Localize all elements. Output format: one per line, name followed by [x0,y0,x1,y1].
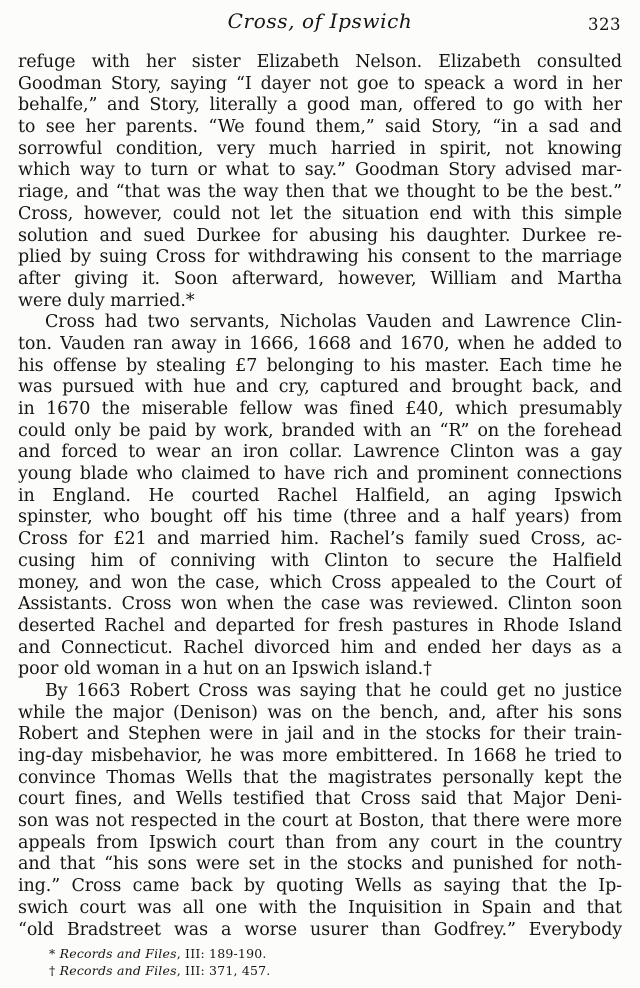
text-line: deserted Rachel and departed for fresh pastures in Rhode Island [18,615,622,636]
footnote-marker: * [49,946,56,962]
running-header-title: Cross, of Ipswich [227,9,413,33]
text-line: in England. He courted Rachel Halfield, an aging Ipswich [18,485,622,506]
paragraph [18,52,622,312]
text-line: By 1663 Robert Cross was saying that he could get no justice [45,680,622,701]
footnote-reference: , III: 371, 457. [176,962,271,978]
text-line: solution and sued Durkee for abusing his daughter. Durkee re- [18,225,622,246]
text-line: while the major (Denison) was on the bench, and, after his sons [18,702,622,723]
text-line: and that “his sons were set in the stocks and punished for noth- [18,854,622,875]
text-line: cusing him of conniving with Clinton to secure the Halfield [18,550,622,571]
footnote [49,946,622,963]
text-line: refuge with her sister Elizabeth Nelson. Elizabeth consulted [18,52,622,72]
page-body [18,52,622,941]
text-line: appeals from Ipswich court than from any court in the country [18,832,622,853]
footnote-marker: † [49,962,56,978]
text-line: son was not respected in the court at Boston, that there were more [18,811,622,832]
text-line: which way to turn or what to say.” Goodman Story advised mar- [18,160,622,181]
text-line: were duly married.* [18,290,195,311]
text-line: Cross, however, could not let the situation end with this simple [18,203,622,224]
text-line: after giving it. Soon afterward, however, William and Martha [18,268,622,289]
text-line: Cross had two servants, Nicholas Vauden and Lawrence Clin- [45,312,622,333]
paragraph [18,681,622,941]
text-line: Robert and Stephen were in jail and in the stocks for their train- [18,724,622,745]
footnotes-block [49,946,622,979]
text-line: court fines, and Wells testified that Cross said that Major Deni- [18,789,622,810]
text-line: spinster, who bought off his time (three and a half years) from [18,507,622,528]
text-line: plied by suing Cross for withdrawing his consent to the marriage [18,247,622,268]
text-line: swich court was all one with the Inquisition in Spain and that [18,897,622,918]
page-number: 323 [588,15,621,34]
footnote [49,963,622,980]
text-line: “old Bradstreet was a worse usurer than Godfrey.” Everybody [18,919,622,940]
text-line: and forced to wear an iron collar. Lawrence Clinton was a gay [18,442,622,463]
text-line: Assistants. Cross won when the case was reviewed. Clinton soon [18,594,622,615]
text-line: riage, and “that was the way then that we thought to be the best.” [18,182,622,203]
footnote-source-title: Records and Files [59,962,177,978]
text-line: ton. Vauden ran away in 1666, 1668 and 1670, when he added to [18,333,622,354]
text-line: ing.” Cross came back by quoting Wells as saying that the Ip- [18,876,622,897]
text-line: behalfe,” and Story, literally a good man, offered to go with her [18,95,622,116]
text-line: and Connecticut. Rachel divorced him and ended her days as a [18,637,622,658]
text-line: was pursued with hue and cry, captured and brought back, and [18,377,622,398]
text-line: Cross for £21 and married him. Rachel’s family sued Cross, ac- [18,529,622,550]
text-line: Goodman Story, saying “I dayer not goe to speack a word in her [18,73,622,94]
text-line: sorrowful condition, very much harried in spirit, not knowing [18,138,622,159]
text-line: ing-day misbehavior, he was more embittered. In 1668 he tried to [18,746,622,766]
paragraph [18,312,622,681]
text-line: to see her parents. “We found them,” said Story, “in a sad and [18,117,622,138]
text-line: poor old woman in a hut on an Ipswich island.† [18,659,432,680]
text-line: young blade who claimed to have rich and prominent connections [18,464,622,485]
text-line: money, and won the case, which Cross appealed to the Court of [18,572,622,593]
text-line: could only be paid by work, branded with an “R” on the forehead [18,420,622,441]
text-line: convince Thomas Wells that the magistrates personally kept the [18,767,622,788]
text-line: in 1670 the miserable fellow was fined £40, which presumably [18,399,622,419]
page-header [18,9,622,39]
text-line: his offense by stealing £7 belonging to his master. Each time he [18,355,622,376]
footnote-source-title: Records and Files [59,946,177,962]
footnote-reference: , III: 189-190. [176,946,267,962]
